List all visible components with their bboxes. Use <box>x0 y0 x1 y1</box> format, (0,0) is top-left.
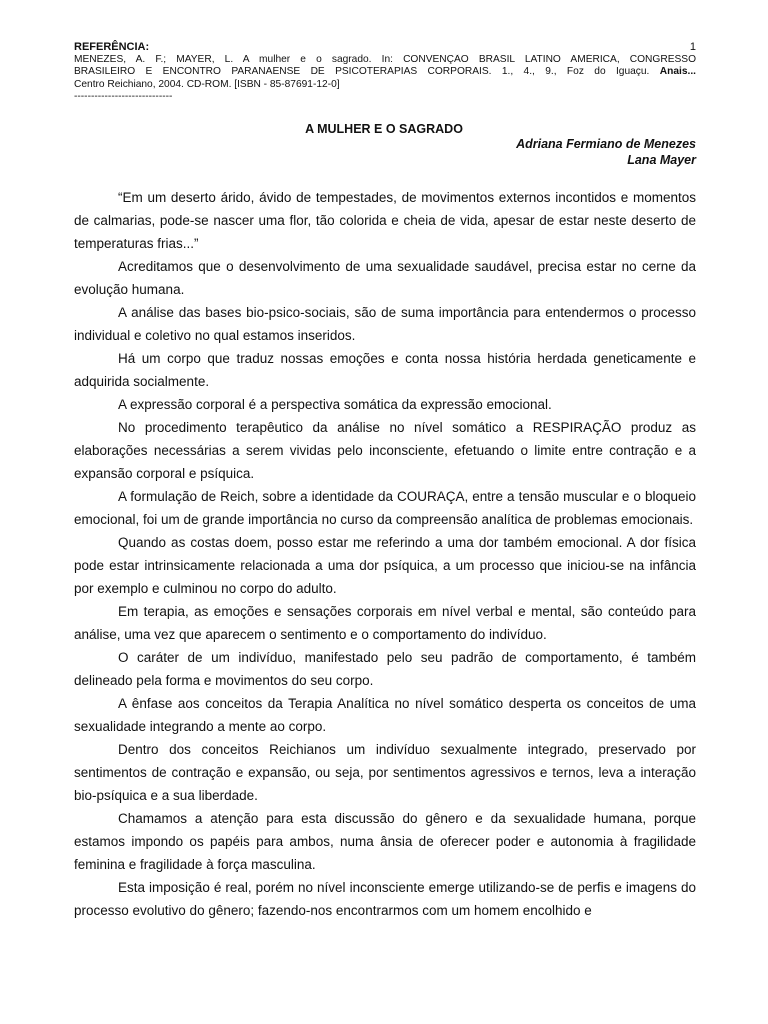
author-2: Lana Mayer <box>627 153 696 167</box>
paragraph: Chamamos a atenção para esta discussão do gênero e da sexualidade humana, porque estamos impondo os papéis para ambos, numa ânsia de oferecer poder e autonomia à fragilidade feminina e fragilidade à força masculina. <box>74 811 696 872</box>
paragraph: Acreditamos que o desenvolvimento de uma sexualidade saudável, precisa estar no cerne da evolução humana. <box>74 259 696 297</box>
page-number: 1 <box>689 41 696 53</box>
reference-line-1: MENEZES, A. F.; MAYER, L. A mulher e o sagrado. In: CONVENÇÃO BRASIL LATINO AMÉRICA, CONGRESSO <box>74 53 696 65</box>
paragraph: O caráter de um indivíduo, manifestado pelo seu padrão de comportamento, é também delineado pela forma e movimentos do seu corpo. <box>74 650 696 688</box>
reference-line-2-text: BRASILEIRO E ENCONTRO PARANAENSE DE PSICOTERAPIAS CORPORAIS. 1., 4., 9., Foz do Iguaçu. <box>74 66 650 77</box>
paragraph: A formulação de Reich, sobre a identidade da COURAÇA, entre a tensão muscular e o bloqueio emocional, foi um de grande importância no curso da compreensão analítica de problemas emocionais. <box>74 489 696 527</box>
paragraph: Dentro dos conceitos Reichianos um indivíduo sexualmente integrado, preservado por sentimentos de contração e expansão, ou seja, por sentimentos agressivos e ternos, leva a interação bio-psíquica e a sua liberdade. <box>74 742 696 803</box>
paragraph: A ênfase aos conceitos da Terapia Analítica no nível somático desperta os conceitos de uma sexualidade integrando a mente ao corpo. <box>74 696 696 734</box>
reference-line-2 <box>74 66 696 79</box>
document-title: A MULHER E O SAGRADO <box>305 122 463 136</box>
paragraph: Esta imposição é real, porém no nível inconsciente emerge utilizando-se de perfis e imagens do processo evolutivo do gênero; fazendo-nos encontrarmos com um homem encolhido e <box>74 880 696 918</box>
reference-line-3: Centro Reichiano, 2004. CD-ROM. [ISBN - 85-87691-12-0] <box>74 78 340 90</box>
paragraph: “Em um deserto árido, ávido de tempestades, de movimentos externos incontidos e momentos de calmarias, pode-se nascer uma flor, tão colorida e cheia de vida, apesar de estar neste deserto de temperaturas frias...” <box>74 190 696 251</box>
reference-anais: Anais... <box>659 66 696 77</box>
paragraph: Em terapia, as emoções e sensações corporais em nível verbal e mental, são conteúdo para análise, uma vez que aparecem o sentimento e o comportamento do indivíduo. <box>74 604 696 642</box>
body-text <box>74 186 696 922</box>
author-1: Adriana Fermiano de Menezes <box>516 137 696 151</box>
reference-label: REFERÊNCIA: <box>74 41 150 53</box>
paragraph: No procedimento terapêutico da análise no nível somático a RESPIRAÇÃO produz as elaborações necessárias a serem vividas pelo inconsciente, efetuando o limite entre contração e a expansão corporal e psíquica. <box>74 420 696 481</box>
paragraph: Quando as costas doem, posso estar me referindo a uma dor também emocional. A dor física pode estar intrinsicamente relacionada a uma dor psíquica, a um processo que iniciou-se na infância por exemplo e culminou no corpo do adulto. <box>74 535 696 596</box>
authors-block <box>516 136 696 168</box>
paragraph: A análise das bases bio-psico-sociais, são de suma importância para entendermos o processo individual e coletivo no qual estamos inseridos. <box>74 305 696 343</box>
reference-separator: ----------------------------- <box>74 91 173 102</box>
paragraph: A expressão corporal é a perspectiva somática da expressão emocional. <box>118 397 552 412</box>
paragraph: Há um corpo que traduz nossas emoções e conta nossa história herdada geneticamente e adquirida socialmente. <box>74 351 696 389</box>
reference-header <box>74 41 696 104</box>
